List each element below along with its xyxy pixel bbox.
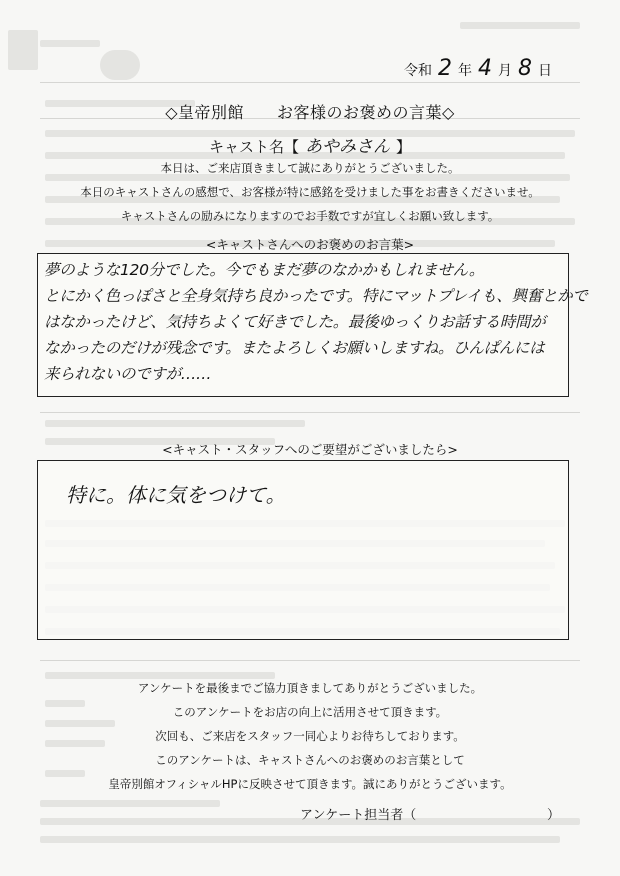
cast-name-row (0, 132, 620, 157)
praise-heading: <キャストさんへのお褒めのお言葉> (205, 237, 415, 252)
cast-name: あやみさん (305, 137, 390, 157)
closing-line-2: このアンケートをお店の向上に活用させて頂きます。 (172, 705, 448, 719)
praise-answer-box (37, 253, 588, 397)
greeting-line-3: キャストさんの励みになりますのでお手数ですが宜しくお願い致します。 (120, 209, 500, 223)
month-value: 4 (478, 56, 492, 81)
staff-field (300, 804, 560, 823)
year-value: 2 (438, 56, 452, 81)
greeting-line-2: 本日のキャストさんの感想で、お客様が特に感銘を受けました事をお書きくださいませ。 (80, 185, 540, 199)
request-answer-box (37, 460, 569, 640)
praise-line-5: 来られないのですが…… (44, 365, 212, 383)
greeting-line-1: 本日は、ご来店頂きまして誠にありがとうございました。 (160, 161, 460, 175)
era-label: 令和 (404, 63, 432, 79)
closing-line-5: 皇帝別館オフィシャルHPに反映させて頂きます。誠にありがとうございます。 (108, 777, 512, 791)
request-text: 特に。体に気をつけて。 (66, 483, 286, 507)
praise-line-4: なかったのだけが残念です。またよろしくお願いしますね。ひんぱんには (44, 339, 545, 357)
page-title: ◇皇帝別館 お客様のお褒めの言葉◇ (165, 103, 455, 122)
praise-line-2: とにかく色っぽさと全身気持ち良かったです。特にマットプレイも、興奮とかで (44, 287, 588, 305)
date-field (404, 58, 552, 80)
closing-line-1: アンケートを最後までご協力頂きましてありがとうございました。 (137, 681, 483, 695)
praise-line-3: はなかったけど、気持ちよくて好きでした。最後ゆっくりお話する時間が (44, 313, 546, 331)
day-value: 8 (518, 56, 532, 81)
praise-line-1: 夢のような120分でした。今でもまだ夢のなかかもしれません。 (44, 261, 485, 279)
staff-close: ） (546, 808, 560, 823)
staff-label: アンケート担当者（ (300, 808, 417, 823)
day-unit: 日 (538, 63, 552, 79)
cast-label-close: 】 (396, 138, 412, 156)
cast-label: キャスト名【 (208, 138, 299, 156)
request-heading: <キャスト・スタッフへのご要望がございましたら> (162, 442, 458, 457)
closing-line-4: このアンケートは、キャストさんへのお褒めのお言葉として (155, 753, 465, 767)
year-unit: 年 (458, 63, 472, 79)
month-unit: 月 (498, 63, 512, 79)
closing-line-3: 次回も、ご来店をスタッフ一同心よりお待ちしております。 (155, 729, 465, 743)
